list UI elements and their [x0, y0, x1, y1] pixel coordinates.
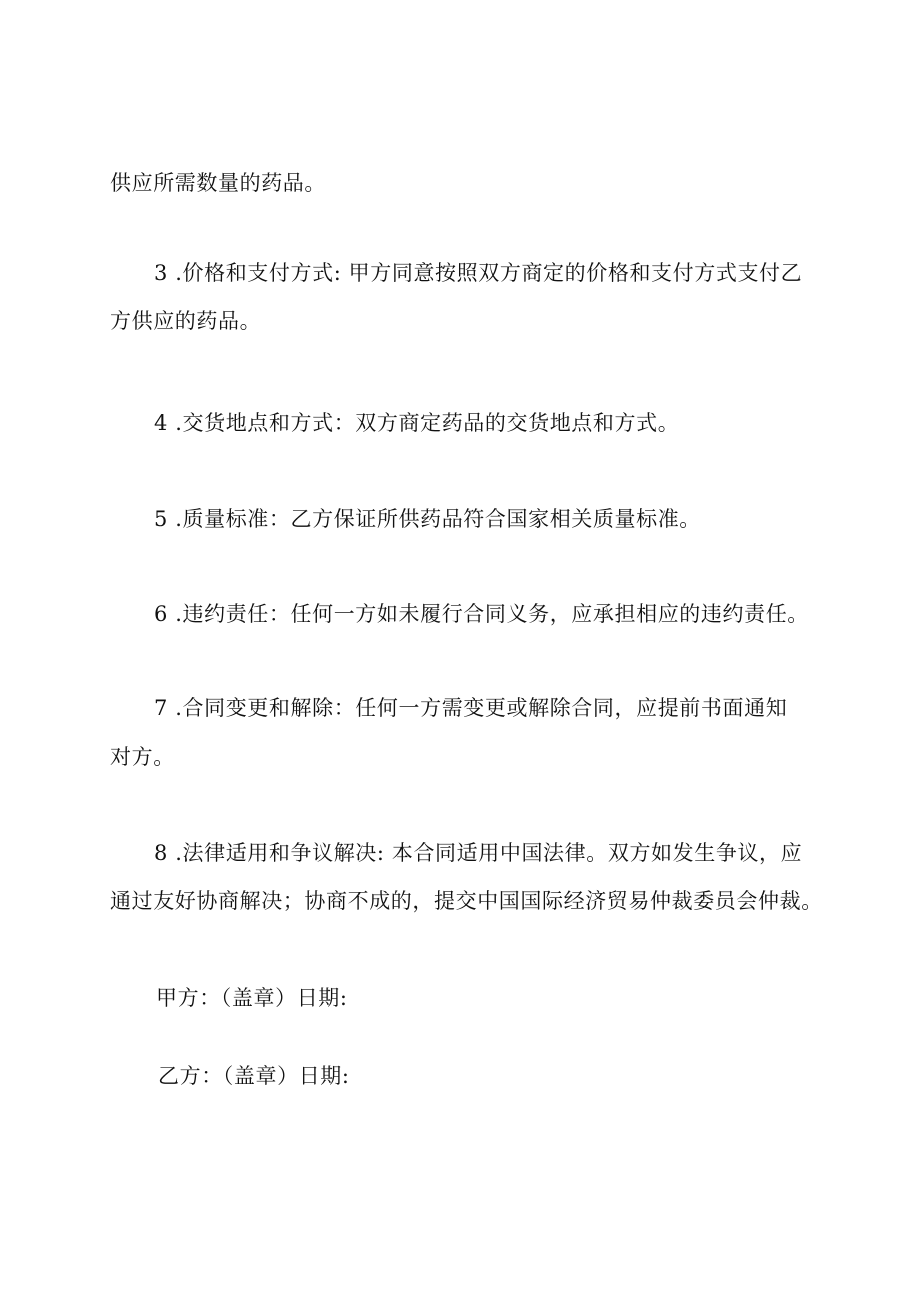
clause-7-line-2: 对方。: [110, 745, 175, 769]
continuation-text: 供应所需数量的药品。: [110, 171, 326, 195]
party-a-signature-line: 甲方：（盖章）日期:: [156, 986, 348, 1010]
clause-3-line-2: 方供应的药品。: [110, 309, 262, 333]
party-b-signature-line: 乙方：（盖章）日期:: [158, 1064, 350, 1088]
clause-5-text: 5 .质量标准：乙方保证所供药品符合国家相关质量标准。: [154, 507, 701, 531]
clause-7-line-1: 7 .合同变更和解除：任何一方需变更或解除合同，应提前书面通知: [154, 696, 788, 720]
clause-8-line-1: 8 .法律适用和争议解决: 本合同适用中国法律。双方如发生争议，应: [154, 841, 803, 865]
clause-8-line-2: 通过友好协商解决；协商不成的，提交中国国际经济贸易仲裁委员会仲裁。: [110, 889, 823, 913]
clause-6-text: 6 .违约责任：任何一方如未履行合同义务，应承担相应的违约责任。: [154, 602, 809, 626]
clause-3-line-1: 3 .价格和支付方式: 甲方同意按照双方商定的价格和支付方式支付乙: [154, 261, 803, 285]
clause-4-text: 4 .交货地点和方式：双方商定药品的交货地点和方式。: [154, 411, 680, 435]
